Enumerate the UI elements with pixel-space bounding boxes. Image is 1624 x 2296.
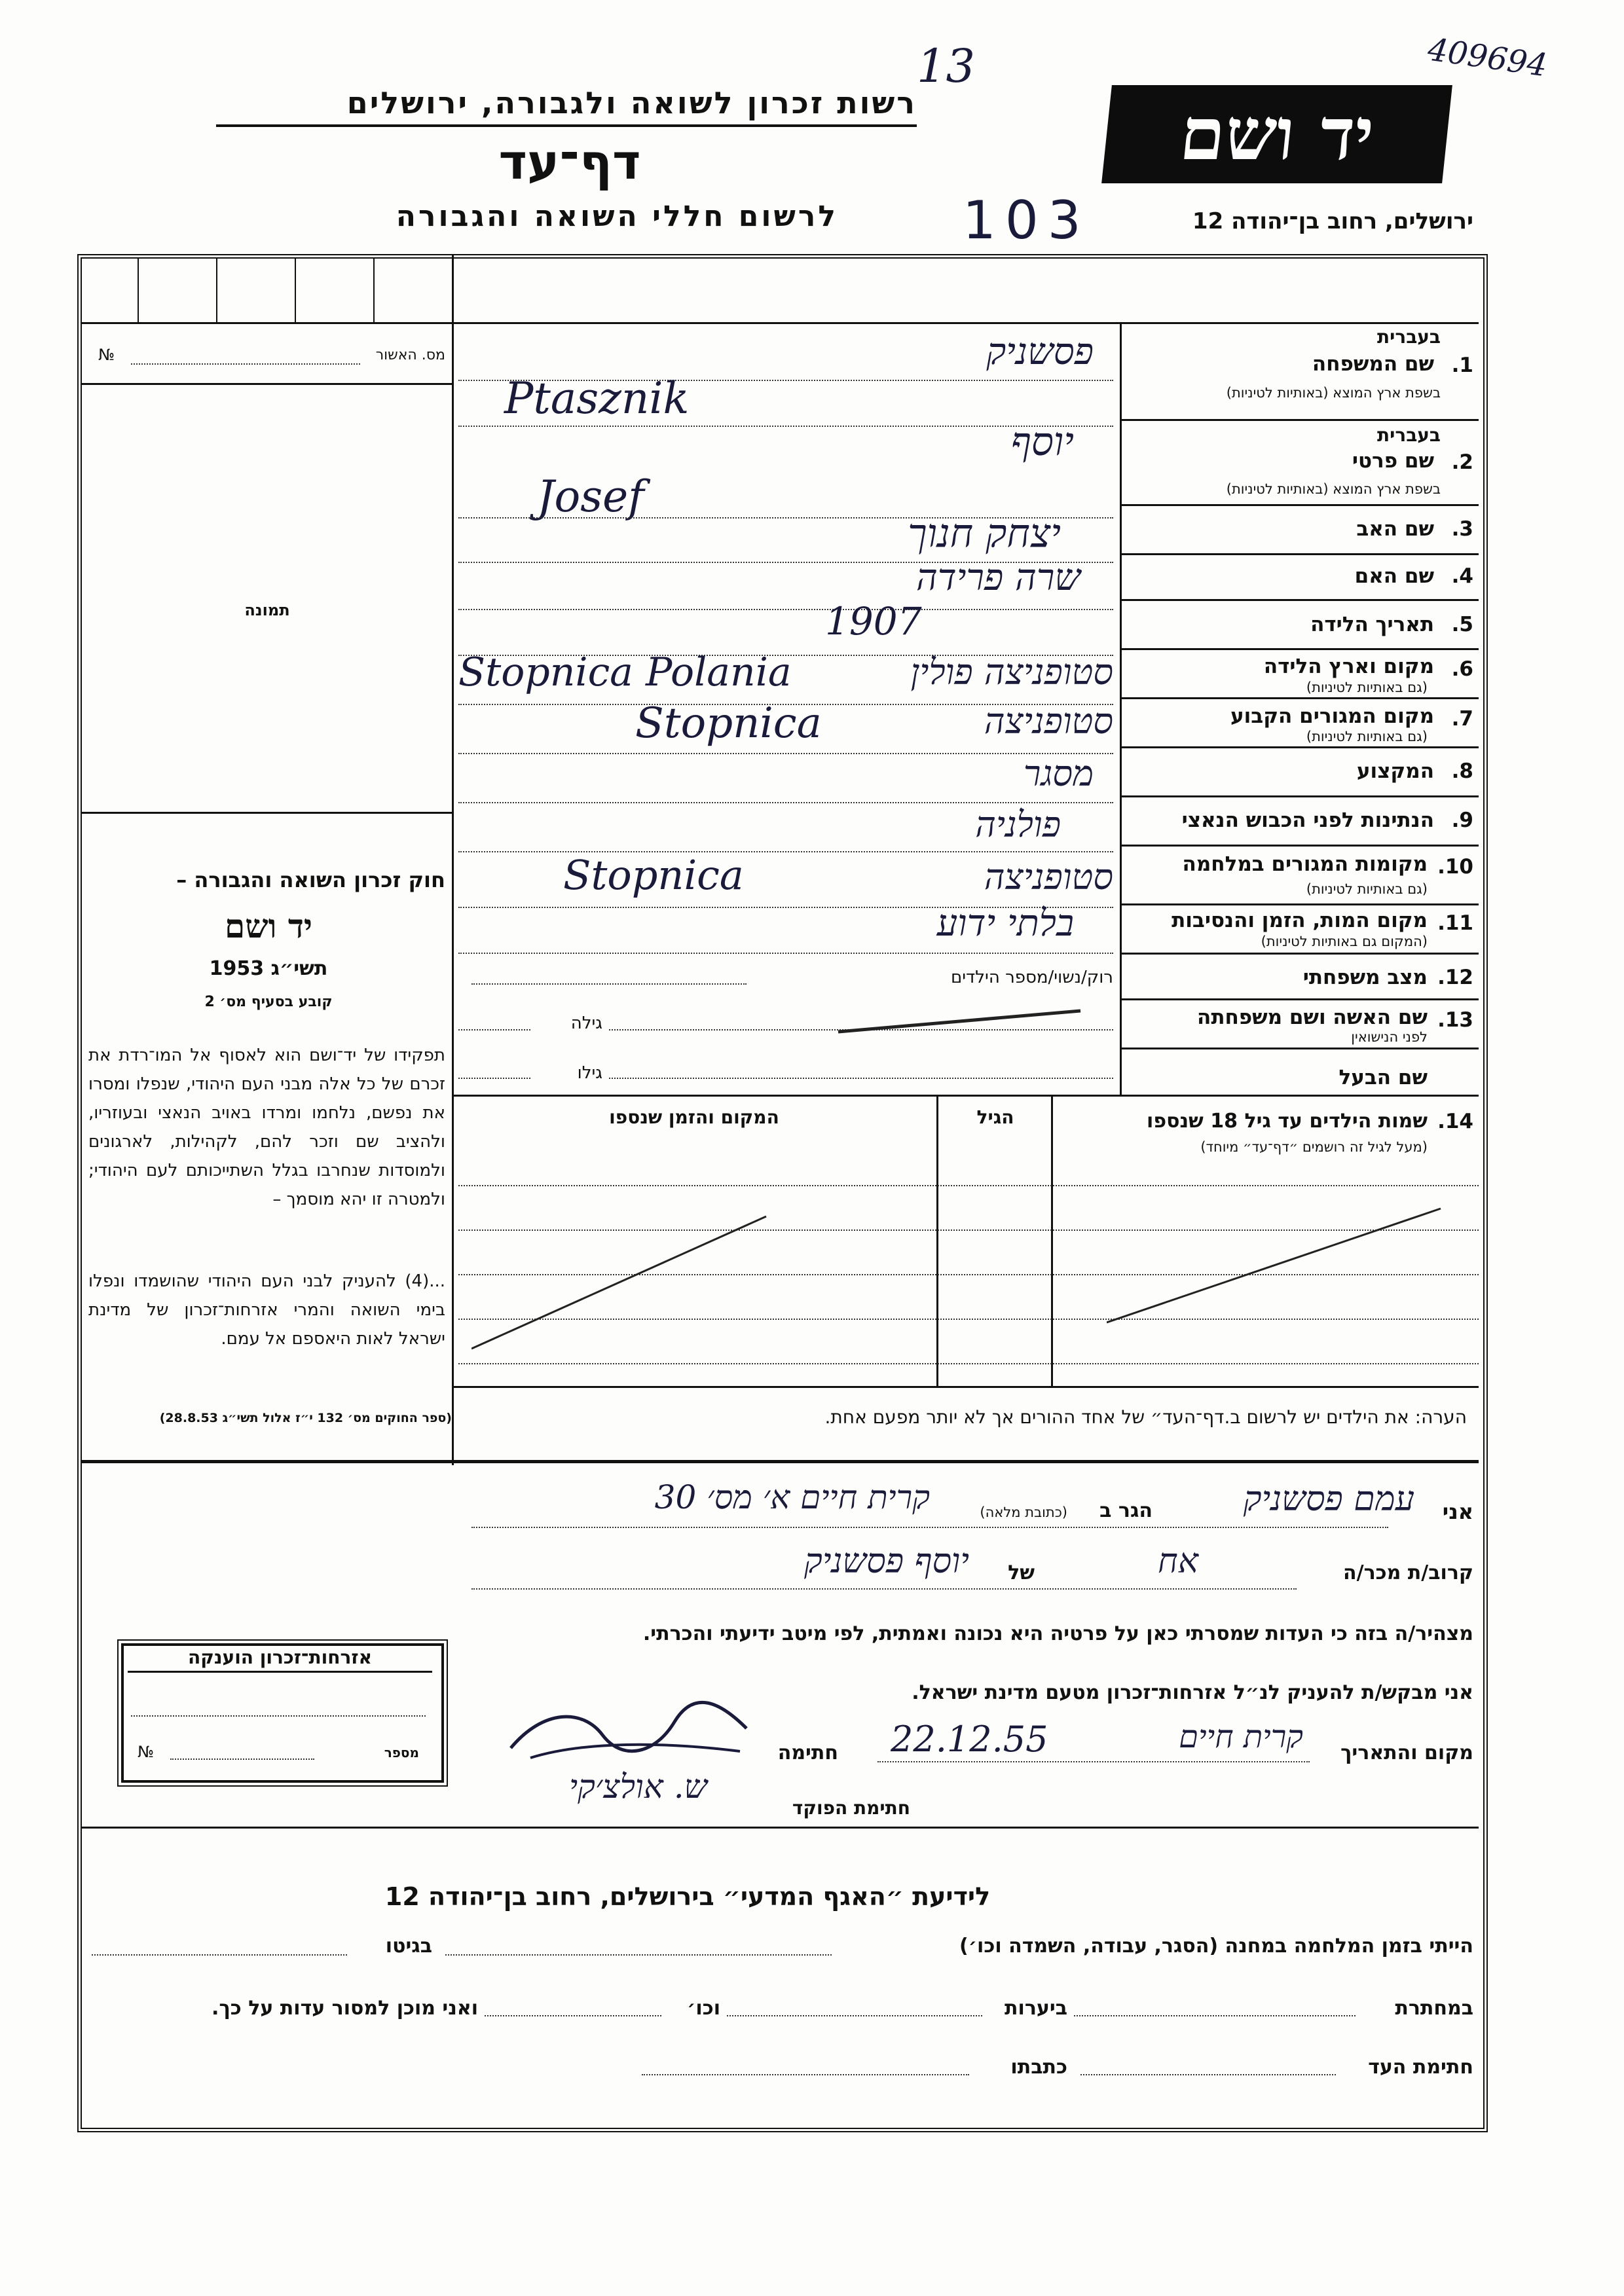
field-11-label: מקום המות, הזמן והנסיבות — [1172, 909, 1428, 932]
children-place-header: המקום והזמן שנספו — [609, 1106, 779, 1128]
officer-signature-value[interactable]: ש. אולצ׳קי — [569, 1768, 707, 1806]
death-place-value[interactable]: בלתי ידוע — [936, 902, 1074, 945]
field-8-number: 8. — [1451, 759, 1473, 783]
field-2-number: 2. — [1451, 450, 1473, 474]
occupation-value[interactable]: מסגר — [1023, 753, 1094, 794]
form-subtitle: לרשום חללי השואה והגבורה — [396, 200, 838, 233]
field-10-label: מקומות המגורים במלחמה — [1182, 852, 1428, 876]
handwritten-corner-number: 409694 — [1425, 31, 1550, 84]
wife-name-label: גילה — [570, 1013, 602, 1033]
field-10-sub: (גם באותיות לטיניות) — [1306, 881, 1428, 897]
field-5-label: תאריך הלידה — [1310, 613, 1434, 636]
footer-witness-signature-label: חתימת העד — [1368, 2056, 1473, 2079]
logo-text: יד ושם — [1175, 92, 1378, 176]
witness-relative-label: קרוב/ת מכר/ה — [1343, 1561, 1473, 1584]
birth-date-value[interactable]: 1907 — [825, 599, 922, 644]
children-strike-left — [471, 1211, 773, 1355]
approval-number-sign: № — [98, 346, 115, 364]
footer-underground-label: במחתרת — [1395, 1997, 1473, 2020]
citizenship-number-sign: № — [138, 1743, 154, 1761]
witness-of-label: של — [1008, 1561, 1035, 1584]
children-strike-right — [1107, 1205, 1447, 1329]
address-line: ירושלים, רחוב בן־יהודה 12 — [1192, 208, 1473, 234]
witness-lives-label: הגר ב — [1099, 1499, 1153, 1522]
field-1-number: 1. — [1451, 354, 1473, 377]
law-name: יד ושם — [225, 907, 312, 945]
law-gazette: (ספר החוקים מס׳ 132 י״ז אלול תשי״ג 28.8.53) — [159, 1411, 452, 1425]
mother-name-value[interactable]: שרה פרידה — [915, 556, 1080, 599]
field-5-number: 5. — [1451, 613, 1473, 636]
field-12-label: מצב משפחתי — [1302, 966, 1428, 989]
field-7-label: מקום המגורים הקבוע — [1230, 704, 1434, 728]
place-value[interactable]: קרית חיים — [1179, 1719, 1303, 1755]
field-13-number: 13. — [1437, 1008, 1473, 1032]
witness-lives-hint: (כתובת מלאה) — [980, 1504, 1067, 1520]
field-4-label: שם האם — [1354, 564, 1434, 588]
photo-label: תמונה — [244, 601, 290, 619]
children-label: שמות הילדים עד גיל 18 שנספו — [1147, 1110, 1428, 1133]
field-7-sub: (גם באותיות לטיניות) — [1306, 729, 1428, 744]
firstname-hebrew-value[interactable]: יוסף — [1010, 419, 1074, 465]
birthplace-hebrew-value[interactable]: סטופניצה פולין — [910, 651, 1113, 693]
surname-latin-value[interactable]: Ptasznik — [504, 373, 690, 424]
field-11-number: 11. — [1437, 911, 1473, 935]
form-title: דף־עד — [498, 134, 641, 191]
footer-line1: הייתי בזמן המלחמה במחנה (הסגר, עבודה, השמדה וכו׳) — [959, 1935, 1473, 1958]
witness-name-value[interactable]: עמם פסשניק — [1243, 1480, 1414, 1519]
nationality-value[interactable]: פולניה — [975, 804, 1061, 845]
footer-ghetto-label: בגיטו — [385, 1935, 432, 1958]
law-text-2: ...(4) להעניק לבני העם היהודי שהושמדו ונפלו בימי השואה והמרי אזרחות־זכרון של מדינת ישראל לאות היאספם אל עמם. — [88, 1271, 445, 1349]
law-year: תשי״ג 1953 — [209, 957, 328, 980]
field-12-number: 12. — [1437, 966, 1473, 989]
children-age-header: הגיל — [976, 1106, 1014, 1128]
yad-vashem-logo — [1101, 85, 1452, 183]
field-7-number: 7. — [1451, 707, 1473, 731]
form-number: 103 — [963, 190, 1090, 251]
field-6-number: 6. — [1451, 657, 1473, 681]
field-9-label: הנתינות לפני הכבוש הנאצי — [1181, 809, 1434, 832]
footer-willing-label: ואני מוכן למסור עדות על כך. — [212, 1997, 478, 2020]
field-4-number: 4. — [1451, 564, 1473, 588]
children-sub: (מעל לגיל זה רושמים ״דף־עד״ מיוחד) — [1200, 1139, 1428, 1155]
field-1-sub: בשפת ארץ המוצא (באותיות לטיניות) — [1226, 385, 1441, 401]
citizenship-box-title: אזרחות־זכרון הוענקה — [128, 1647, 432, 1673]
field-13-sub: לפני הנישואין — [1351, 1029, 1428, 1045]
field-2-sub: בשפת ארץ המוצא (באותיות לטיניות) — [1226, 481, 1441, 497]
witness-i-label: אני — [1442, 1499, 1473, 1524]
husband-name-label: גילו — [577, 1063, 602, 1083]
husband-label: שם הבעל — [1338, 1066, 1428, 1089]
photo-placeholder — [84, 385, 451, 811]
field-3-number: 3. — [1451, 517, 1473, 541]
residence-hebrew-value[interactable]: סטופניצה — [984, 701, 1113, 742]
firstname-latin-value[interactable]: Josef — [537, 471, 644, 522]
wartime-residence-hebrew-value[interactable]: סטופניצה — [984, 856, 1113, 898]
field-1-label: שם המשפחה — [1312, 352, 1434, 376]
footer-forests-label: ביערות — [1005, 1997, 1067, 2020]
marital-status-value[interactable]: רוק/נשוי/מספר הילדים — [950, 968, 1113, 987]
field-2-label: שם פרטי — [1352, 449, 1434, 473]
wartime-residence-latin-value[interactable]: Stopnica — [563, 851, 744, 899]
field-3-label: שם האב — [1356, 517, 1434, 541]
residence-latin-value[interactable]: Stopnica — [635, 699, 822, 748]
date-value[interactable]: 22.12.55 — [891, 1719, 1048, 1760]
field-6-label: מקום וארץ הלידה — [1263, 655, 1434, 678]
field-13-label: שם האשה ושם משפחתה — [1197, 1006, 1428, 1029]
field-11-sub: (המקום גם באותיות לטיניות) — [1261, 934, 1428, 949]
witness-address-value[interactable]: קרית חיים א׳ מס׳ 30 — [654, 1478, 930, 1516]
father-name-value[interactable]: יצחק חנוך — [908, 511, 1061, 556]
field-2-lang: בעברית — [1376, 424, 1441, 446]
place-date-label: מקום והתאריך — [1340, 1741, 1473, 1764]
note-line: הערה: את הילדים יש לרשום ב.דף־העד״ של אחד ההורים אך לא יותר מפעם אחת. — [824, 1406, 1467, 1428]
law-section: קובע בסעיף מס׳ 2 — [204, 994, 333, 1010]
footer-title: לידיעת ״האגף המדעי״ בירושלים, רחוב בן־יהודה 12 — [384, 1882, 991, 1911]
witness-of-name-value[interactable]: יוסף פסשניק — [803, 1542, 969, 1581]
children-number: 14. — [1437, 1110, 1473, 1133]
surname-hebrew-value[interactable]: פסשניק — [986, 331, 1094, 373]
birthplace-latin-value[interactable]: Stopnica Polania — [458, 649, 792, 695]
approval-label: מס. האשור — [375, 347, 445, 363]
field-9-number: 9. — [1451, 809, 1473, 832]
witness-signature[interactable] — [504, 1696, 753, 1768]
footer-etc-label: וכו׳ — [687, 1997, 720, 2020]
field-8-label: המקצוע — [1356, 759, 1434, 783]
witness-relation-value[interactable]: אח — [1158, 1542, 1198, 1581]
authority-line: רשות זכרון לשואה ולגבורה, ירושלים — [216, 85, 917, 127]
field-10-number: 10. — [1437, 855, 1473, 879]
witness-request: אני מבקש/ת להעניק לנ״ל אזרחות־זכרון מטעם מדינת ישראל. — [912, 1681, 1473, 1704]
field-6-sub: (גם באותיות לטיניות) — [1306, 680, 1428, 695]
field-1-lang: בעברית — [1376, 326, 1441, 348]
footer-address-label: כתבתו — [1010, 2056, 1067, 2079]
handwritten-page-number: 13 — [917, 39, 976, 93]
citizenship-number-label: מספר — [384, 1745, 419, 1760]
law-text-1: תפקידו של יד־ושם הוא לאסוף אל המו־רדת את זכרם של כל אלה מבני העם היהודי, שנפלו ומסרו את נפשם, נלחמו ומרדו באויב הנאצי ובעוזריו, ולהציב שם וזכר להם, לקהילות, לארגונים ולמוסדות שנחרבו בגלל השתייכותם לעם היהודי; ולמטרה זו יהא מוסמך – — [88, 1046, 445, 1209]
officer-signature-label: חתימת הפוקד — [792, 1797, 910, 1819]
law-title: חוק זכרון השואה והגבורה – — [176, 867, 445, 892]
signature-label: חתימה — [777, 1741, 838, 1764]
wife-strike-line — [838, 1008, 1087, 1034]
witness-declaration: מצהיר/ה בזה כי העדות שמסרתי כאן על פרטיה היא נכונה ואמתית, לפי מיטב ידיעתי והכרתי. — [642, 1622, 1473, 1645]
